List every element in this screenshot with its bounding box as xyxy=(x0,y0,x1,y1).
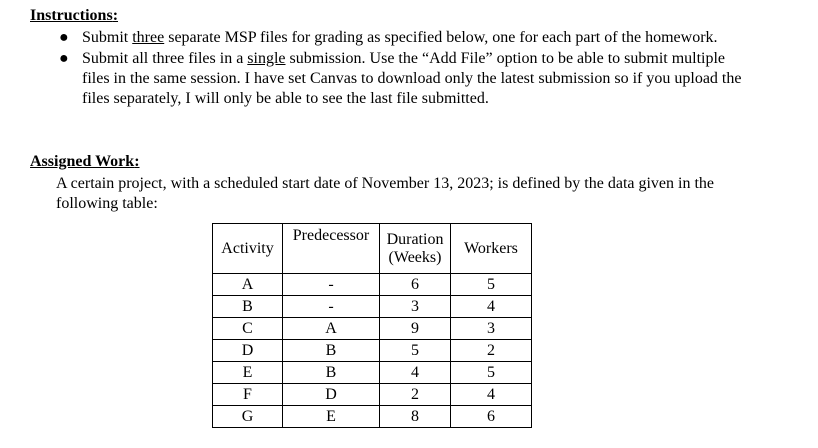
cell-workers: 4 xyxy=(451,296,532,318)
cell-duration: 2 xyxy=(380,384,451,406)
cell-activity: D xyxy=(213,340,283,362)
table-row xyxy=(213,406,532,428)
assigned-paragraph: A certain project, with a scheduled start date of November 13, 2023; is defined by the data given in the following table: xyxy=(56,175,715,212)
table-row xyxy=(213,384,532,406)
cell-duration: 5 xyxy=(380,340,451,362)
cell-workers: 5 xyxy=(451,362,532,384)
header-workers: Workers xyxy=(451,224,532,274)
cell-activity: F xyxy=(213,384,283,406)
cell-duration: 4 xyxy=(380,362,451,384)
table-row xyxy=(213,362,532,384)
cell-predecessor: E xyxy=(283,406,380,428)
list-item: ● Submit three separate MSP files for grading as specified below, one for each part of the homework. xyxy=(59,29,718,46)
table-row xyxy=(213,340,532,362)
cell-duration: 3 xyxy=(380,296,451,318)
cell-predecessor: B xyxy=(283,362,380,384)
table-row xyxy=(213,296,532,318)
header-predecessor: Predecessor xyxy=(283,224,380,274)
table-row xyxy=(213,274,532,296)
bullet-icon: ● xyxy=(59,50,69,67)
cell-activity: B xyxy=(213,296,283,318)
table-row xyxy=(213,318,532,340)
bullet-icon: ● xyxy=(59,29,69,46)
table-header-row xyxy=(213,224,532,274)
instructions-list xyxy=(56,28,746,110)
activity-table xyxy=(212,223,532,428)
cell-duration: 6 xyxy=(380,274,451,296)
header-activity: Activity xyxy=(213,224,283,274)
cell-workers: 5 xyxy=(451,274,532,296)
cell-predecessor: D xyxy=(283,384,380,406)
cell-workers: 2 xyxy=(451,340,532,362)
cell-predecessor: A xyxy=(283,318,380,340)
cell-workers: 6 xyxy=(451,406,532,428)
cell-duration: 8 xyxy=(380,406,451,428)
header-duration: Duration (Weeks) xyxy=(380,224,451,274)
cell-workers: 4 xyxy=(451,384,532,406)
cell-activity: A xyxy=(213,274,283,296)
cell-predecessor: B xyxy=(283,340,380,362)
cell-activity: E xyxy=(213,362,283,384)
cell-workers: 3 xyxy=(451,318,532,340)
cell-predecessor: - xyxy=(283,274,380,296)
instructions-heading: Instructions: xyxy=(30,7,119,24)
assigned-work-heading: Assigned Work: xyxy=(30,153,140,170)
cell-duration: 9 xyxy=(380,318,451,340)
cell-predecessor: - xyxy=(283,296,380,318)
list-item: ● Submit all three files in a single submission. Use the “Add File” option to be able to submit multiple files in the same session. I have set Canvas to download only the latest submission so if you upload the files separately, I will only be able to see the last file submitted. xyxy=(59,50,742,107)
cell-activity: C xyxy=(213,318,283,340)
cell-activity: G xyxy=(213,406,283,428)
